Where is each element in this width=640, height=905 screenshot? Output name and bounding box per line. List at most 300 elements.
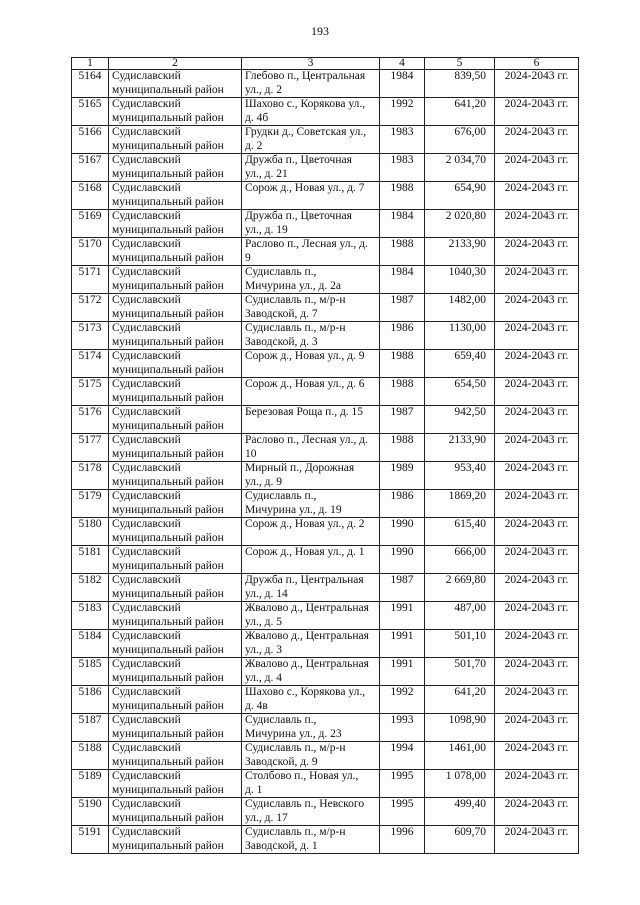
district-cell xyxy=(109,462,242,490)
district-line: Судиславский xyxy=(112,686,181,698)
period-value: 2024-2043 гг. xyxy=(504,658,569,670)
table-row xyxy=(72,574,579,602)
row-number-cell xyxy=(72,462,109,490)
row-number-cell xyxy=(72,686,109,714)
address-cell xyxy=(242,210,380,238)
address-line: ул., д. 2 xyxy=(245,83,282,96)
area-value: 654,50 xyxy=(454,378,486,390)
district-cell xyxy=(109,406,242,434)
area-value: 2 034,70 xyxy=(445,154,486,166)
district-cell xyxy=(109,322,242,350)
area-value: 1482,00 xyxy=(448,294,486,306)
address-cell xyxy=(242,434,380,462)
row-number: 5181 xyxy=(78,546,102,558)
period-value: 2024-2043 гг. xyxy=(504,490,569,502)
address-cell xyxy=(242,742,380,770)
year-value: 1987 xyxy=(390,294,414,306)
area-value: 2133,90 xyxy=(448,238,486,250)
district-line: Судиславский xyxy=(112,462,181,474)
year-cell xyxy=(380,266,425,294)
area-cell xyxy=(425,406,495,434)
period-cell xyxy=(495,714,579,742)
table-row xyxy=(72,462,579,490)
district-line: муниципальный район xyxy=(112,195,224,208)
address-line: ул., д. 5 xyxy=(245,615,282,628)
period-value: 2024-2043 гг. xyxy=(504,154,569,166)
row-number: 5166 xyxy=(78,126,102,138)
row-number: 5173 xyxy=(78,322,102,334)
row-number-cell xyxy=(72,182,109,210)
year-cell xyxy=(380,798,425,826)
row-number-cell xyxy=(72,742,109,770)
address-line: ул., д. 4 xyxy=(245,671,282,684)
table-row xyxy=(72,714,579,742)
row-number: 5174 xyxy=(78,350,102,362)
period-value: 2024-2043 гг. xyxy=(504,322,569,334)
area-cell xyxy=(425,630,495,658)
district-line: Судиславский xyxy=(112,434,181,446)
row-number: 5176 xyxy=(78,406,102,418)
table-row xyxy=(72,826,579,854)
row-number-cell xyxy=(72,490,109,518)
year-cell xyxy=(380,70,425,98)
address-line: д. 2 xyxy=(245,139,263,152)
period-cell xyxy=(495,378,579,406)
period-cell xyxy=(495,322,579,350)
row-number: 5185 xyxy=(78,658,102,670)
district-line: муниципальный район xyxy=(112,811,224,824)
address-cell xyxy=(242,686,380,714)
address-cell xyxy=(242,294,380,322)
row-number: 5187 xyxy=(78,714,102,726)
row-number: 5186 xyxy=(78,686,102,698)
period-value: 2024-2043 гг. xyxy=(504,518,569,530)
row-number: 5178 xyxy=(78,462,102,474)
year-value: 1986 xyxy=(390,322,414,334)
year-value: 1991 xyxy=(390,602,414,614)
table-row xyxy=(72,742,579,770)
year-value: 1987 xyxy=(390,574,414,586)
area-cell xyxy=(425,602,495,630)
area-cell xyxy=(425,462,495,490)
area-cell xyxy=(425,714,495,742)
address-line: Сорож д., Новая ул., д. 9 xyxy=(245,350,365,362)
column-header: 5 xyxy=(425,58,495,70)
table-row xyxy=(72,70,579,98)
district-line: Судиславский xyxy=(112,658,181,670)
district-line: муниципальный район xyxy=(112,83,224,96)
district-cell xyxy=(109,294,242,322)
table-row xyxy=(72,182,579,210)
district-line: Судиславский xyxy=(112,378,181,390)
area-cell xyxy=(425,434,495,462)
year-value: 1990 xyxy=(390,546,414,558)
year-cell xyxy=(380,322,425,350)
year-cell xyxy=(380,378,425,406)
address-line: Судиславль п., xyxy=(245,714,317,726)
area-value: 1461,00 xyxy=(448,742,486,754)
address-line: Судиславль п., м/р-н xyxy=(245,294,346,306)
district-line: муниципальный район xyxy=(112,111,224,124)
district-line: муниципальный район xyxy=(112,783,224,796)
period-cell xyxy=(495,294,579,322)
district-cell xyxy=(109,630,242,658)
address-cell xyxy=(242,518,380,546)
period-value: 2024-2043 гг. xyxy=(504,434,569,446)
period-value: 2024-2043 гг. xyxy=(504,294,569,306)
address-cell xyxy=(242,378,380,406)
year-value: 1986 xyxy=(390,490,414,502)
year-value: 1983 xyxy=(390,154,414,166)
year-value: 1995 xyxy=(390,798,414,810)
address-line: Мичурина ул., д. 2а xyxy=(245,279,342,292)
area-cell xyxy=(425,546,495,574)
table-row xyxy=(72,378,579,406)
year-value: 1988 xyxy=(390,434,414,446)
address-line: 10 xyxy=(245,447,257,460)
year-value: 1994 xyxy=(390,742,414,754)
district-line: Судиславский xyxy=(112,322,181,334)
row-number: 5183 xyxy=(78,602,102,614)
district-line: муниципальный район xyxy=(112,531,224,544)
area-cell xyxy=(425,574,495,602)
district-line: муниципальный район xyxy=(112,139,224,152)
district-line: Судиславский xyxy=(112,490,181,502)
row-number-cell xyxy=(72,154,109,182)
address-line: ул., д. 17 xyxy=(245,811,288,824)
table-row xyxy=(72,210,579,238)
address-line: Столбово п., Новая ул., xyxy=(245,770,359,782)
district-line: Судиславский xyxy=(112,602,181,614)
district-line: муниципальный район xyxy=(112,391,224,404)
row-number: 5170 xyxy=(78,238,102,250)
row-number: 5189 xyxy=(78,770,102,782)
period-cell xyxy=(495,462,579,490)
year-value: 1983 xyxy=(390,126,414,138)
column-header: 6 xyxy=(495,58,579,70)
period-value: 2024-2043 гг. xyxy=(504,798,569,810)
row-number-cell xyxy=(72,630,109,658)
district-line: Судиславский xyxy=(112,266,181,278)
address-line: Заводской, д. 9 xyxy=(245,755,318,768)
area-cell xyxy=(425,294,495,322)
row-number-cell xyxy=(72,714,109,742)
period-cell xyxy=(495,686,579,714)
row-number-cell xyxy=(72,378,109,406)
district-line: Судиславский xyxy=(112,126,181,138)
year-cell xyxy=(380,714,425,742)
area-value: 501,70 xyxy=(454,658,486,670)
column-header: 3 xyxy=(242,58,380,70)
period-cell xyxy=(495,238,579,266)
address-line: Сорож д., Новая ул., д. 6 xyxy=(245,378,365,390)
district-line: муниципальный район xyxy=(112,419,224,432)
area-cell xyxy=(425,826,495,854)
address-line: Раслово п., Лесная ул., д. xyxy=(245,434,368,446)
year-cell xyxy=(380,686,425,714)
address-line: ул., д. 14 xyxy=(245,587,288,600)
period-value: 2024-2043 гг. xyxy=(504,742,569,754)
period-value: 2024-2043 гг. xyxy=(504,266,569,278)
year-value: 1988 xyxy=(390,378,414,390)
year-cell xyxy=(380,350,425,378)
district-line: Судиславский xyxy=(112,714,181,726)
row-number-cell xyxy=(72,574,109,602)
area-value: 953,40 xyxy=(454,462,486,474)
year-cell xyxy=(380,294,425,322)
year-cell xyxy=(380,742,425,770)
address-line: ул., д. 21 xyxy=(245,167,288,180)
address-cell xyxy=(242,238,380,266)
period-value: 2024-2043 гг. xyxy=(504,70,569,82)
area-value: 942,50 xyxy=(454,406,486,418)
table-row xyxy=(72,546,579,574)
period-value: 2024-2043 гг. xyxy=(504,182,569,194)
address-cell xyxy=(242,462,380,490)
address-cell xyxy=(242,630,380,658)
address-cell xyxy=(242,406,380,434)
area-cell xyxy=(425,126,495,154)
district-line: Судиславский xyxy=(112,574,181,586)
table-row xyxy=(72,686,579,714)
area-value: 487,00 xyxy=(454,602,486,614)
year-cell xyxy=(380,574,425,602)
table-row xyxy=(72,98,579,126)
address-line: Мичурина ул., д. 23 xyxy=(245,727,342,740)
period-cell xyxy=(495,266,579,294)
district-cell xyxy=(109,658,242,686)
address-cell xyxy=(242,266,380,294)
year-cell xyxy=(380,434,425,462)
district-cell xyxy=(109,434,242,462)
address-line: Дружба п., Центральная xyxy=(245,574,364,586)
period-cell xyxy=(495,546,579,574)
district-line: муниципальный район xyxy=(112,223,224,236)
buildings-table xyxy=(71,57,579,854)
address-line: Дружба п., Цветочная xyxy=(245,210,352,222)
year-cell xyxy=(380,546,425,574)
district-cell xyxy=(109,574,242,602)
address-line: Мичурина ул., д. 19 xyxy=(245,503,342,516)
address-cell xyxy=(242,826,380,854)
area-cell xyxy=(425,266,495,294)
period-cell xyxy=(495,70,579,98)
period-value: 2024-2043 гг. xyxy=(504,770,569,782)
area-cell xyxy=(425,490,495,518)
year-value: 1996 xyxy=(390,826,414,838)
row-number: 5188 xyxy=(78,742,102,754)
year-value: 1993 xyxy=(390,714,414,726)
table-row xyxy=(72,266,579,294)
district-cell xyxy=(109,490,242,518)
table-row xyxy=(72,238,579,266)
area-cell xyxy=(425,98,495,126)
table-row xyxy=(72,434,579,462)
row-number-cell xyxy=(72,602,109,630)
district-cell xyxy=(109,714,242,742)
address-cell xyxy=(242,98,380,126)
row-number: 5175 xyxy=(78,378,102,390)
column-header: 4 xyxy=(380,58,425,70)
period-cell xyxy=(495,406,579,434)
year-cell xyxy=(380,602,425,630)
period-value: 2024-2043 гг. xyxy=(504,350,569,362)
row-number: 5179 xyxy=(78,490,102,502)
district-cell xyxy=(109,686,242,714)
row-number-cell xyxy=(72,406,109,434)
year-value: 1992 xyxy=(390,686,414,698)
table-row xyxy=(72,602,579,630)
address-line: Жвалово д., Центральная xyxy=(245,658,369,670)
row-number-cell xyxy=(72,770,109,798)
area-value: 609,70 xyxy=(454,826,486,838)
period-value: 2024-2043 гг. xyxy=(504,238,569,250)
address-cell xyxy=(242,546,380,574)
address-cell xyxy=(242,350,380,378)
address-line: д. 1 xyxy=(245,783,263,796)
year-value: 1988 xyxy=(390,350,414,362)
district-line: муниципальный район xyxy=(112,727,224,740)
year-value: 1988 xyxy=(390,182,414,194)
area-cell xyxy=(425,742,495,770)
row-number-cell xyxy=(72,434,109,462)
row-number: 5168 xyxy=(78,182,102,194)
period-cell xyxy=(495,126,579,154)
address-line: д. 4в xyxy=(245,699,268,712)
period-cell xyxy=(495,434,579,462)
row-number: 5167 xyxy=(78,154,102,166)
area-value: 615,40 xyxy=(454,518,486,530)
district-cell xyxy=(109,798,242,826)
address-line: ул., д. 3 xyxy=(245,643,282,656)
address-line: ул., д. 9 xyxy=(245,475,282,488)
district-line: муниципальный район xyxy=(112,699,224,712)
district-cell xyxy=(109,126,242,154)
period-cell xyxy=(495,490,579,518)
period-value: 2024-2043 гг. xyxy=(504,462,569,474)
district-line: Судиславский xyxy=(112,742,181,754)
district-cell xyxy=(109,238,242,266)
district-line: Судиславский xyxy=(112,546,181,558)
area-cell xyxy=(425,378,495,406)
period-cell xyxy=(495,602,579,630)
table-row xyxy=(72,770,579,798)
row-number-cell xyxy=(72,518,109,546)
district-cell xyxy=(109,378,242,406)
district-line: Судиславский xyxy=(112,210,181,222)
period-cell xyxy=(495,630,579,658)
period-value: 2024-2043 гг. xyxy=(504,714,569,726)
area-cell xyxy=(425,182,495,210)
table-row xyxy=(72,518,579,546)
district-line: муниципальный район xyxy=(112,671,224,684)
district-line: Судиславский xyxy=(112,98,181,110)
area-cell xyxy=(425,798,495,826)
address-line: Жвалово д., Центральная xyxy=(245,602,369,614)
area-cell xyxy=(425,770,495,798)
row-number: 5180 xyxy=(78,518,102,530)
area-value: 1 078,00 xyxy=(445,770,486,782)
period-value: 2024-2043 гг. xyxy=(504,630,569,642)
year-cell xyxy=(380,154,425,182)
area-value: 1098,90 xyxy=(448,714,486,726)
district-cell xyxy=(109,602,242,630)
address-line: Дружба п., Цветочная xyxy=(245,154,352,166)
address-cell xyxy=(242,658,380,686)
area-value: 676,00 xyxy=(454,126,486,138)
row-number-cell xyxy=(72,210,109,238)
period-value: 2024-2043 гг. xyxy=(504,574,569,586)
row-number-cell xyxy=(72,350,109,378)
column-header: 1 xyxy=(72,58,109,70)
district-cell xyxy=(109,826,242,854)
address-line: Судиславль п., м/р-н xyxy=(245,826,346,838)
district-cell xyxy=(109,546,242,574)
row-number-cell xyxy=(72,98,109,126)
area-value: 2133,90 xyxy=(448,434,486,446)
year-value: 1984 xyxy=(390,70,414,82)
area-cell xyxy=(425,238,495,266)
address-cell xyxy=(242,490,380,518)
area-value: 2 669,80 xyxy=(445,574,486,586)
address-cell xyxy=(242,602,380,630)
area-value: 1869,20 xyxy=(448,490,486,502)
row-number-cell xyxy=(72,266,109,294)
district-cell xyxy=(109,742,242,770)
period-value: 2024-2043 гг. xyxy=(504,686,569,698)
address-cell xyxy=(242,182,380,210)
address-line: Березовая Роща п., д. 15 xyxy=(245,406,364,418)
period-cell xyxy=(495,826,579,854)
year-cell xyxy=(380,182,425,210)
district-line: муниципальный район xyxy=(112,559,224,572)
area-cell xyxy=(425,658,495,686)
row-number: 5177 xyxy=(78,434,102,446)
district-cell xyxy=(109,154,242,182)
district-line: Судиславский xyxy=(112,826,181,838)
period-cell xyxy=(495,798,579,826)
year-value: 1995 xyxy=(390,770,414,782)
row-number: 5164 xyxy=(78,70,102,82)
period-cell xyxy=(495,98,579,126)
period-cell xyxy=(495,770,579,798)
area-value: 501,10 xyxy=(454,630,486,642)
address-line: Заводской, д. 7 xyxy=(245,307,318,320)
area-cell xyxy=(425,322,495,350)
area-value: 654,90 xyxy=(454,182,486,194)
address-cell xyxy=(242,574,380,602)
year-cell xyxy=(380,658,425,686)
district-line: муниципальный район xyxy=(112,503,224,516)
year-value: 1991 xyxy=(390,658,414,670)
district-line: муниципальный район xyxy=(112,279,224,292)
year-cell xyxy=(380,238,425,266)
district-line: Судиславский xyxy=(112,630,181,642)
area-cell xyxy=(425,350,495,378)
district-line: муниципальный район xyxy=(112,307,224,320)
year-value: 1984 xyxy=(390,266,414,278)
district-line: муниципальный район xyxy=(112,475,224,488)
district-cell xyxy=(109,98,242,126)
district-line: Судиславский xyxy=(112,238,181,250)
period-value: 2024-2043 гг. xyxy=(504,826,569,838)
row-number: 5182 xyxy=(78,574,102,586)
area-value: 839,50 xyxy=(454,70,486,82)
table-row xyxy=(72,490,579,518)
year-cell xyxy=(380,98,425,126)
district-line: муниципальный район xyxy=(112,643,224,656)
year-cell xyxy=(380,518,425,546)
